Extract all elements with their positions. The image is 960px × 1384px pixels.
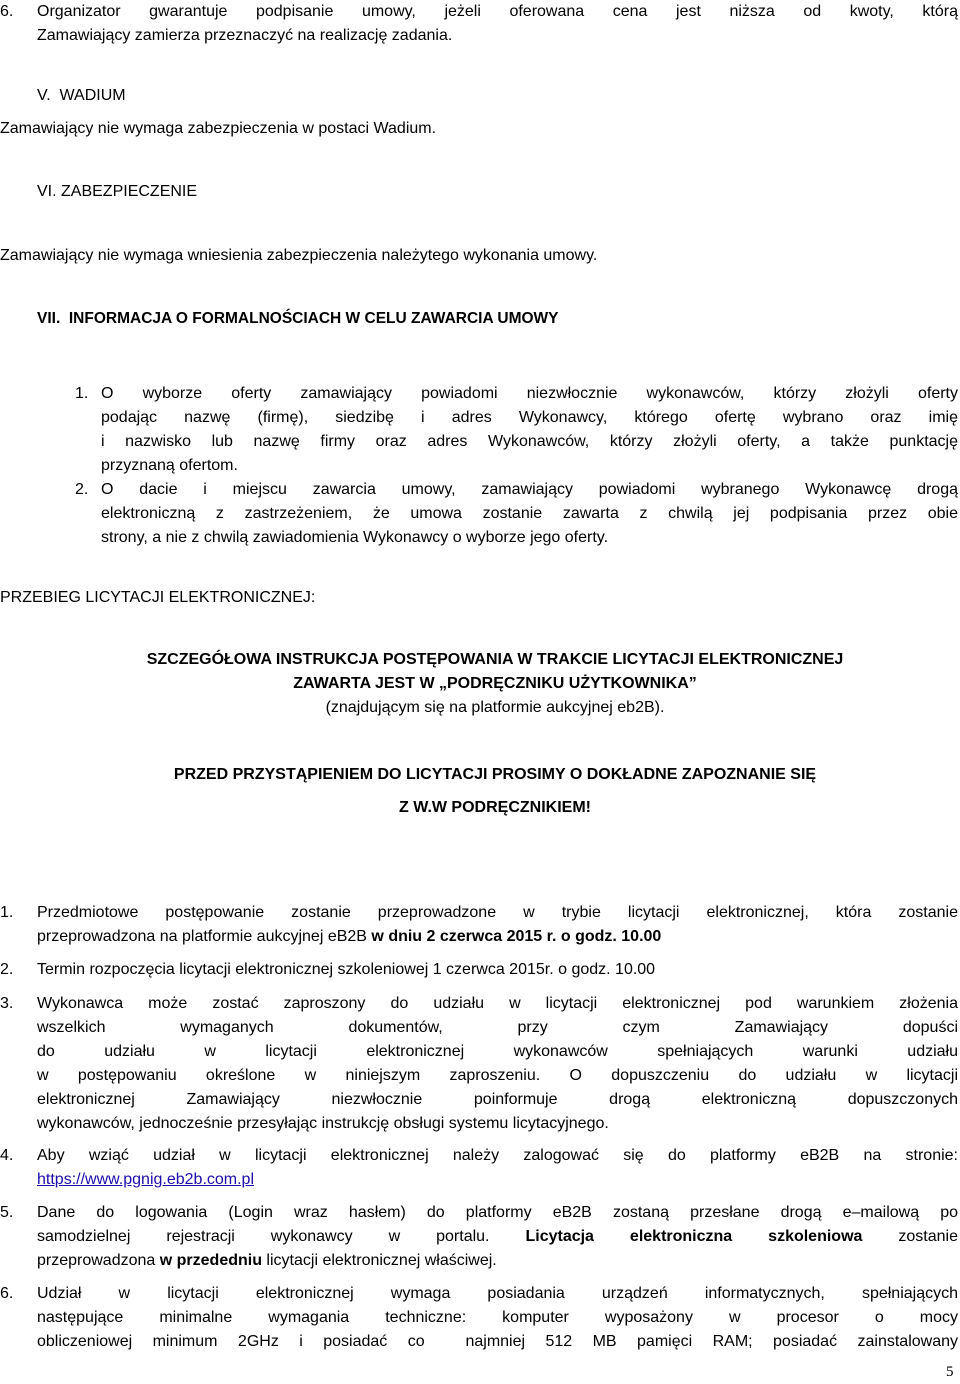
item-number: 1. <box>0 904 14 921</box>
item-line: Udział w licytacji elektronicznej wymaga posiadania urządzeń informatycznych, spełniających <box>37 1285 958 1302</box>
item-line: Wykonawca może zostać zaproszony do udziału w licytacji elektronicznej pod warunkiem złożenia <box>37 995 958 1012</box>
platform-link[interactable]: https://www.pgnig.eb2b.com.pl <box>37 1171 255 1188</box>
item-line: przeprowadzona na platformie aukcyjnej eB2B w dniu 2 czerwca 2015 r. o godz. 10.00 <box>37 928 662 945</box>
item-line: następujące minimalne wymagania techniczne: komputer wyposażony w procesor o mocy <box>37 1309 958 1326</box>
top-item-line-2: Zamawiający zamierza przeznaczyć na realizację zadania. <box>37 27 453 44</box>
item-line: do udziału w licytacji elektronicznej wykonawców spełniających warunki udziału <box>37 1043 958 1060</box>
item-line: Termin rozpoczęcia licytacji elektronicznej szkoleniowej 1 czerwca 2015r. o godz. 10.00 <box>37 961 656 978</box>
item-line: Dane do logowania (Login wraz hasłem) do platformy eB2B zostaną przesłane drogą e–mailową po <box>37 1204 958 1221</box>
training-emphasis: Licytacja elektroniczna szkoleniowa <box>525 1228 863 1245</box>
item-line: wszelkich wymaganych dokumentów, przy czym Zamawiający dopuści <box>37 1019 958 1036</box>
page-number: 5 <box>946 1364 954 1380</box>
item-line: elektronicznej Zamawiający niezwłocznie poinformuje drogą elektroniczną dopuszczonych <box>37 1091 958 1108</box>
item-number: 1. <box>75 385 89 402</box>
item-number: 4. <box>0 1147 14 1164</box>
item-line: Przedmiotowe postępowanie zostanie przeprowadzone w trybie licytacji elektronicznej, która zostanie <box>37 904 958 921</box>
item-number: 6. <box>0 1285 14 1302</box>
item-line: przyznaną ofertom. <box>101 457 238 474</box>
notice-line-1: PRZED PRZYSTĄPIENIEM DO LICYTACJI PROSIMY O DOKŁADNE ZAPOZNANIE SIĘ <box>173 766 817 783</box>
eve-emphasis: w przededniu <box>159 1252 262 1269</box>
item-line: i nazwisko lub nazwę firmy oraz adres Wykonawców, którzy złożyli oferty, a także punktację <box>101 433 958 450</box>
section-vi-text: Zamawiający nie wymaga wniesienia zabezpieczenia należytego wykonania umowy. <box>0 247 598 264</box>
item-number: 3. <box>0 995 14 1012</box>
date-emphasis: w dniu 2 czerwca 2015 r. o godz. 10.00 <box>371 928 662 945</box>
item-line: elektroniczną z zastrzeżeniem, że umowa zostanie zawarta z chwilą jej podpisania przez obie <box>101 505 958 522</box>
item-line: strony, a nie z chwilą zawiadomienia Wykonawcy o wyborze jego oferty. <box>101 529 609 546</box>
section-v-heading: V. WADIUM <box>37 87 126 104</box>
item-line: przeprowadzona w przededniu licytacji elektronicznej właściwej. <box>37 1252 497 1269</box>
item-line: w postępowaniu określone w niniejszym zaproszeniu. O dopuszczeniu do udziału w licytacji <box>37 1067 958 1084</box>
section-vi-heading: VI. ZABEZPIECZENIE <box>37 183 198 200</box>
notice-line-2: Z W.W PODRĘCZNIKIEM! <box>399 799 591 816</box>
item-number: 6. <box>0 3 14 20</box>
instruction-line-2: ZAWARTA JEST W „PODRĘCZNIKU UŻYTKOWNIKA” <box>293 675 697 692</box>
item-line: samodzielnej rejestracji wykonawcy w portalu. Licytacja elektroniczna szkoleniowa zostanie <box>37 1228 958 1245</box>
item-line: wykonawców, jednocześnie przesyłając instrukcję obsługi systemu licytacyjnego. <box>37 1115 609 1132</box>
item-number: 2. <box>75 481 89 498</box>
item-number: 2. <box>0 961 14 978</box>
item-line: obliczeniowej minimum 2GHz i posiadać co najmniej 512 MB pamięci RAM; posiadać zainstalowany <box>37 1333 958 1350</box>
przebieg-heading: PRZEBIEG LICYTACJI ELEKTRONICZNEJ: <box>0 589 316 606</box>
item-line: O dacie i miejscu zawarcia umowy, zamawiający powiadomi wybranego Wykonawcę drogą <box>101 481 958 498</box>
top-item-line-1: Organizator gwarantuje podpisanie umowy, jeżeli oferowana cena jest niższa od kwoty, którą <box>37 3 958 20</box>
item-line: O wyborze oferty zamawiający powiadomi niezwłocznie wykonawców, którzy złożyli oferty <box>101 385 958 402</box>
instruction-line-3: (znajdującym się na platformie aukcyjnej eb2B). <box>325 699 665 716</box>
item-number: 5. <box>0 1204 14 1221</box>
section-vii-heading: VII. INFORMACJA O FORMALNOŚCIACH W CELU ZAWARCIA UMOWY <box>37 310 559 327</box>
item-line: Aby wziąć udział w licytacji elektronicznej należy zalogować się do platformy eB2B na stronie: <box>37 1147 958 1164</box>
section-v-text: Zamawiający nie wymaga zabezpieczenia w postaci Wadium. <box>0 120 437 137</box>
item-line: podając nazwę (firmę), siedzibę i adres Wykonawcy, którego ofertę wybrano oraz imię <box>101 409 958 426</box>
instruction-line-1: SZCZEGÓŁOWA INSTRUKCJA POSTĘPOWANIA W TRAKCIE LICYTACJI ELEKTRONICZNEJ <box>146 651 844 668</box>
